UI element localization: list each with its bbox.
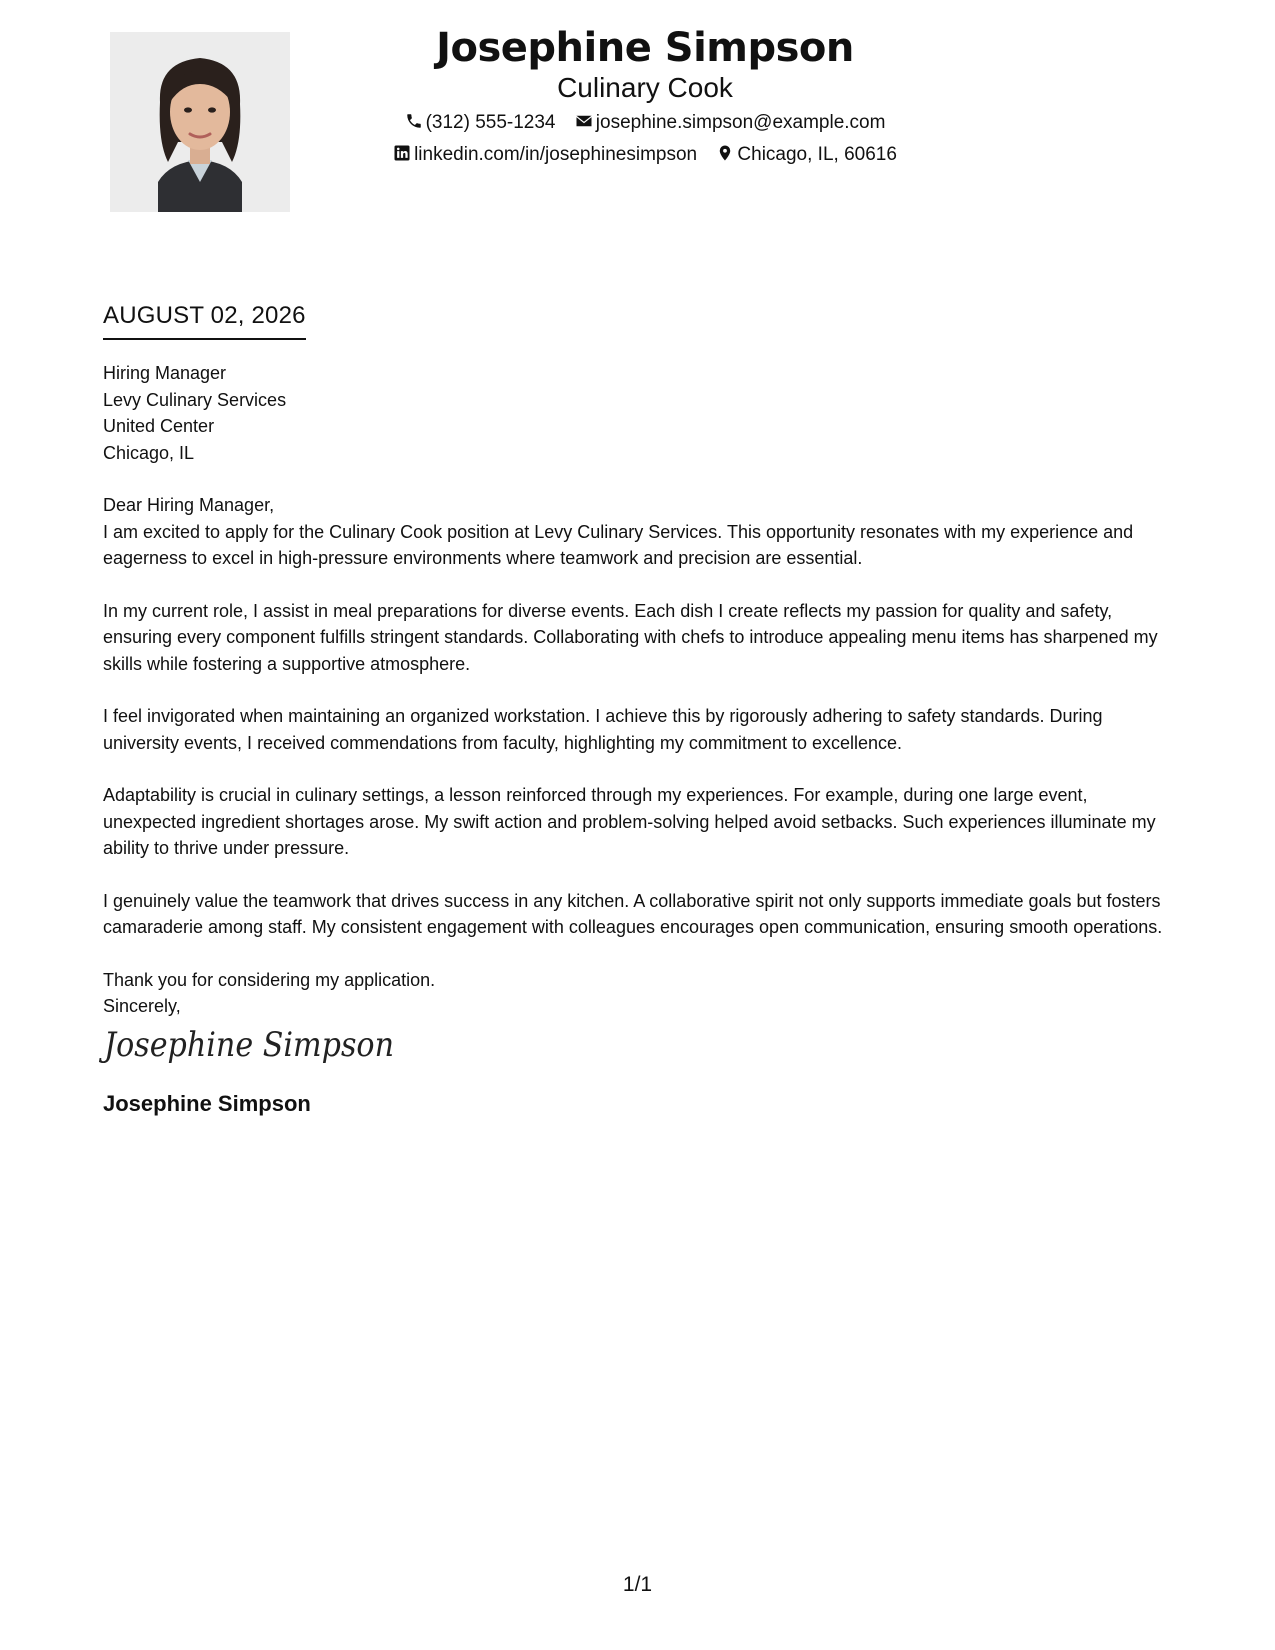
recipient-block (103, 360, 1173, 466)
candidate-name: Josephine Simpson (436, 25, 854, 71)
location-contact (716, 144, 897, 166)
body-paragraph: In my current role, I assist in meal preparations for diverse events. Each dish I create reflects my passion for quality and safety, ensuring every component fulfills stringent standards. Collaborating with chefs to introduce appealing menu items has sharpened my skills while fostering a supportive atmosphere. (103, 600, 1158, 674)
phone-contact[interactable] (405, 112, 556, 134)
location-text: Chicago, IL, 60616 (737, 144, 897, 165)
contact-row-1 (330, 112, 960, 134)
recipient-line: Levy Culinary Services (103, 389, 287, 410)
email-contact[interactable] (575, 112, 886, 134)
linkedin-text: linkedin.com/in/josephinesimpson (414, 144, 698, 165)
email-text: josephine.simpson@example.com (595, 112, 886, 133)
phone-text: (312) 555-1234 (425, 112, 556, 133)
recipient-line: Hiring Manager (103, 363, 227, 383)
phone-icon (405, 112, 423, 130)
job-title: Culinary Cook (557, 72, 733, 103)
body-paragraph: I am excited to apply for the Culinary Cook position at Levy Culinary Services. This opportunity resonates with my experience and eagerness to excel in high-pressure environments where teamwork and precision are essential. (103, 521, 1134, 568)
closing-thanks: Thank you for considering my application. (103, 969, 436, 990)
salutation: Dear Hiring Manager, (103, 495, 275, 515)
recipient-line: Chicago, IL (103, 442, 195, 463)
linkedin-contact[interactable] (393, 144, 697, 166)
body-paragraph: I feel invigorated when maintaining an organized workstation. I achieve this by rigorously adhering to safety standards. During university events, I received commendations from faculty, highlighting my commitment to excellence. (103, 706, 1103, 753)
printed-name: Josephine Simpson (103, 1090, 311, 1116)
contact-row-2 (330, 144, 960, 166)
envelope-icon (575, 112, 593, 130)
page-number: 1/1 (622, 1573, 653, 1596)
recipient-line: United Center (103, 416, 215, 436)
signature-script: Josephine Simpson (98, 1024, 394, 1065)
letter-body (98, 360, 1173, 1118)
body-paragraph: I genuinely value the teamwork that drives success in any kitchen. A collaborative spirit not only supports immediate goals but fosters camaraderie among staff. My consistent engagement with colleagues encourages open communication, ensuring smooth operations. (103, 890, 1163, 937)
handwritten-signature (98, 1020, 394, 1066)
linkedin-icon (393, 144, 411, 162)
map-pin-icon (716, 144, 734, 162)
profile-photo (110, 32, 290, 212)
header (330, 22, 960, 166)
letter-date: AUGUST 02, 2026 (103, 300, 306, 340)
body-paragraph: Adaptability is crucial in culinary settings, a lesson reinforced through my experiences. For example, during one large event, unexpected ingredient shortages arose. My swift action and problem-solving helped avoid setbacks. Such experiences illuminate my ability to thrive under pressure. (103, 785, 1156, 858)
sign-off: Sincerely, (103, 996, 181, 1016)
